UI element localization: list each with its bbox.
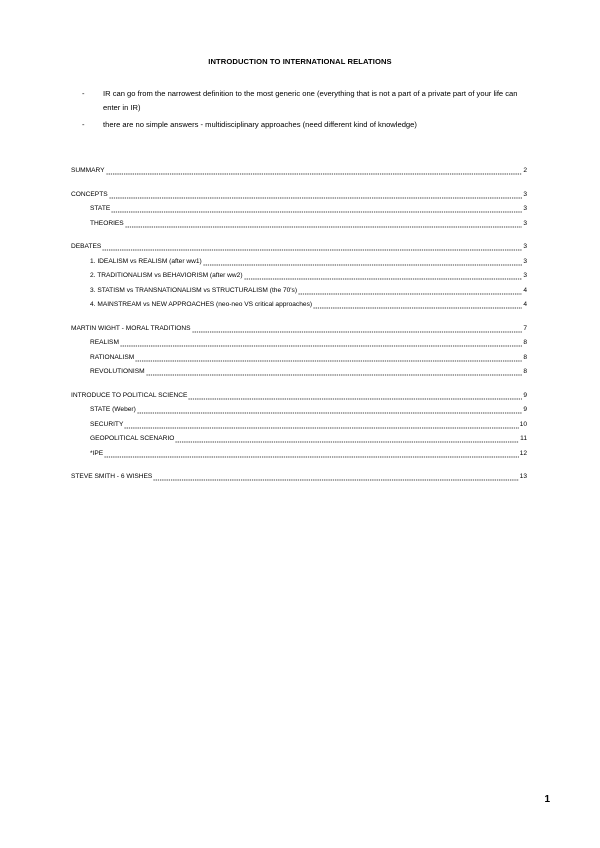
bullet-marker: -	[82, 120, 85, 129]
toc-entry-label: STATE	[90, 205, 111, 212]
toc-entry-state[interactable]	[71, 202, 527, 217]
toc-entry-page: 3	[523, 272, 527, 279]
toc-entry-label: GEOPOLITICAL SCENARIO	[90, 435, 175, 442]
toc-leader-dots	[120, 338, 522, 348]
toc-leader-dots	[298, 286, 522, 296]
toc-entry-ipe[interactable]	[71, 447, 527, 462]
toc-leader-dots	[146, 367, 523, 377]
toc-entry-label: 4. MAINSTREAM vs NEW APPROACHES (neo-neo VS critical approaches)	[90, 301, 313, 308]
toc-entry-page: 4	[523, 286, 527, 294]
toc-entry-page: 11	[520, 435, 527, 442]
toc-leader-dots	[244, 271, 523, 281]
toc-entry-concepts[interactable]	[71, 188, 527, 203]
toc-leader-dots	[111, 204, 522, 214]
toc-entry-page: 9	[523, 391, 527, 399]
toc-leader-dots	[192, 324, 523, 334]
toc-entry-label: 3. STATISM vs TRANSNATIONALISM vs STRUCTURALISM (the 70's)	[90, 286, 298, 294]
toc-entry-label: SECURITY	[90, 420, 124, 428]
toc-leader-dots	[135, 353, 522, 363]
bullet-item	[82, 118, 522, 132]
toc-entry-realism[interactable]	[71, 336, 527, 351]
toc-entry-label: REALISM	[90, 339, 119, 346]
toc-leader-dots	[313, 300, 522, 310]
toc-entry-page: 8	[523, 353, 527, 361]
toc-entry-page: 7	[523, 324, 527, 332]
toc-entry-label: CONCEPTS	[71, 190, 108, 198]
toc-entry-page: 8	[523, 339, 527, 346]
toc-entry-label: 2. TRADITIONALISM vs BEHAVIORISM (after ww2)	[90, 272, 243, 279]
toc-entry-debate-1[interactable]	[71, 255, 527, 270]
toc-leader-dots	[109, 190, 523, 200]
toc-entry-debate-2[interactable]	[71, 269, 527, 284]
toc-entry-martin-wight[interactable]	[71, 322, 527, 337]
toc-entry-page: 3	[523, 190, 527, 198]
toc-leader-dots	[102, 242, 522, 252]
toc-entry-page: 10	[519, 420, 527, 428]
toc-entry-security[interactable]	[71, 418, 527, 433]
toc-entry-political-science[interactable]	[71, 389, 527, 404]
toc-entry-page: 3	[523, 257, 527, 265]
toc-entry-debate-3[interactable]	[71, 284, 527, 299]
bullet-text: IR can go from the narrowest definition to the most generic one (everything that is not a part of a private part of your life can enter in IR)	[103, 89, 518, 112]
toc-leader-dots	[104, 449, 518, 459]
toc-leader-dots	[153, 472, 518, 482]
bullet-item	[82, 87, 522, 115]
toc-entry-label: SUMMARY	[71, 167, 105, 174]
document-title: INTRODUCTION TO INTERNATIONAL RELATIONS	[208, 57, 392, 66]
toc-entry-label: THEORIES	[90, 219, 124, 227]
toc-entry-label: STATE (Weber)	[90, 406, 136, 413]
toc-leader-dots	[124, 420, 518, 430]
toc-entry-revolutionism[interactable]	[71, 365, 527, 380]
toc-entry-page: 2	[523, 167, 527, 174]
toc-entry-page: 12	[519, 449, 527, 457]
toc-entry-geopolitical-scenario[interactable]	[71, 432, 527, 447]
toc-entry-steve-smith[interactable]	[71, 470, 527, 485]
bullet-marker: -	[82, 89, 85, 98]
toc-entry-label: STEVE SMITH - 6 WISHES	[71, 473, 153, 480]
toc-entry-label: *IPE	[90, 449, 104, 457]
toc-leader-dots	[137, 405, 523, 415]
bullet-text: there are no simple answers - multidisciplinary approaches (need different kind of knowledge)	[103, 120, 417, 129]
toc-leader-dots	[203, 257, 523, 267]
toc-entry-label: REVOLUTIONISM	[90, 368, 145, 375]
toc-leader-dots	[125, 219, 523, 229]
toc-entry-page: 13	[519, 473, 527, 480]
toc-entry-debate-4[interactable]	[71, 298, 527, 313]
toc-leader-dots	[106, 166, 523, 176]
page-number: 1	[544, 794, 550, 805]
intro-bullet-list	[82, 87, 522, 135]
toc-entry-page: 8	[523, 368, 527, 375]
toc-entry-state-weber[interactable]	[71, 403, 527, 418]
toc-entry-page: 3	[523, 219, 527, 227]
toc-entry-page: 3	[523, 205, 527, 212]
table-of-contents	[71, 164, 527, 485]
toc-entry-page: 3	[523, 243, 527, 250]
toc-entry-label: 1. IDEALISM vs REALISM (after ww1)	[90, 257, 202, 265]
toc-entry-label: INTRODUCE TO POLITICAL SCIENCE	[71, 391, 188, 399]
toc-entry-label: MARTIN WIGHT - MORAL TRADITIONS	[71, 324, 191, 332]
toc-entry-theories[interactable]	[71, 217, 527, 232]
toc-entry-rationalism[interactable]	[71, 351, 527, 366]
toc-entry-label: RATIONALISM	[90, 353, 135, 361]
toc-entry-debates[interactable]	[71, 240, 527, 255]
toc-entry-label: DEBATES	[71, 243, 102, 250]
toc-entry-page: 4	[523, 301, 527, 308]
toc-entry-page: 9	[523, 406, 527, 413]
toc-leader-dots	[175, 434, 519, 444]
toc-entry-summary[interactable]	[71, 164, 527, 179]
toc-leader-dots	[188, 391, 522, 401]
